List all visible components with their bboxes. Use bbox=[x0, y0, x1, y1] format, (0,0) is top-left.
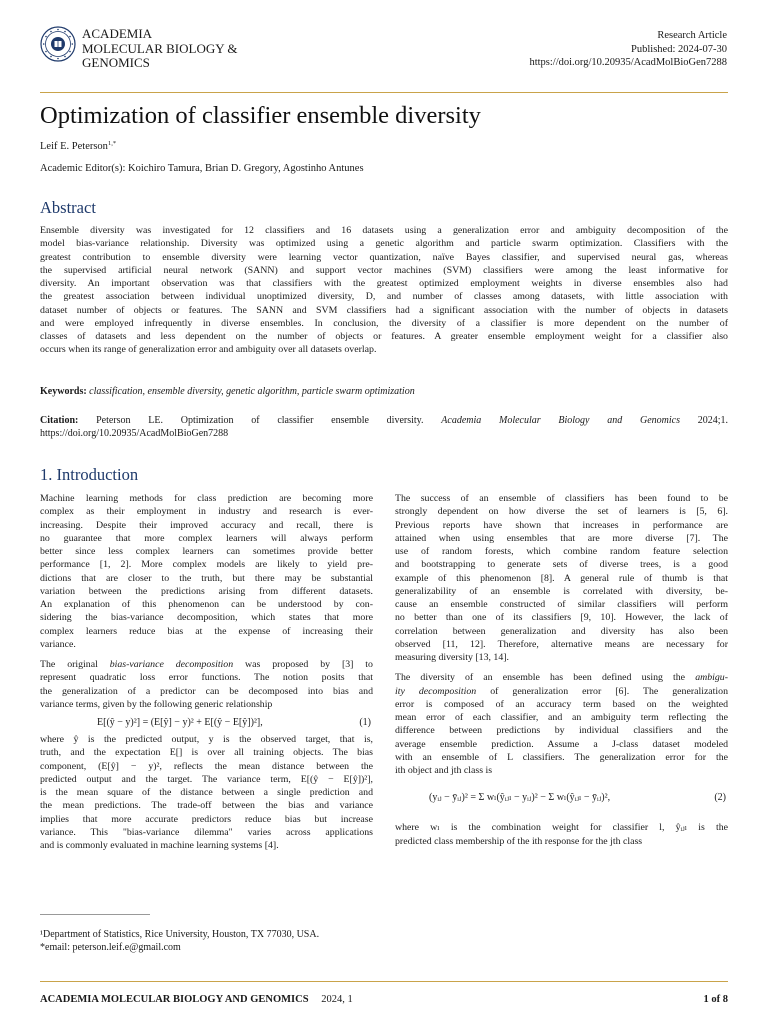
body-line: variance terms, given by the following generic relationship bbox=[40, 698, 273, 710]
page-number: 1 of 8 bbox=[703, 994, 728, 1005]
body-line: example of this phenomenon [8]. A general rule of thumb is that bbox=[395, 572, 728, 584]
journal-logo-seal bbox=[40, 26, 76, 62]
body-line: error is composed of an accuracy term based on the weighted bbox=[395, 698, 728, 710]
publish-date: Published: 2024-07-30 bbox=[631, 43, 727, 55]
abstract-line: and were employed infrequently in diverse ensembles. In conclusion, the diversity of a classifier is more dependent on the number of bbox=[40, 317, 728, 329]
body-line: the generalization of a predictor can be decomposed into bias and bbox=[40, 685, 373, 697]
equation-1 bbox=[40, 713, 373, 733]
body-line: represent quadratic loss error functions. The notion posits that bbox=[40, 672, 373, 684]
body-line: where ŷ is the predicted output, y is the observed target, that is, bbox=[40, 734, 373, 745]
abstract-line: diversity. An important observation was that classifiers with the greatest optimized employment weights in diverse ensembles also had bbox=[40, 278, 728, 289]
body-line: component, (E[ŷ] − y)², reflects the mean distance between the bbox=[40, 760, 373, 772]
citation-year: 2024;1. bbox=[697, 415, 729, 426]
body-line: truth, and the expectation E[] is over all training objects. The bias bbox=[40, 747, 373, 759]
body-line: implies that more accurate predictors reduce bias but increase bbox=[40, 813, 373, 825]
body-line: complex as their employment in industry and research is ever- bbox=[40, 506, 373, 518]
body-line: variance. bbox=[40, 638, 76, 650]
seal-icon bbox=[40, 26, 76, 62]
article-doi-link[interactable]: https://doi.org/10.20935/AcadMolBioGen7288 bbox=[529, 57, 727, 68]
body-line: is the mean square of the distance between a single prediction and bbox=[40, 787, 373, 798]
body-line: attained when using ensembles that are more diverse [7]. The bbox=[395, 532, 728, 544]
abstract-body bbox=[40, 224, 728, 357]
body-line: use of random forests, which combine random feature selection bbox=[395, 546, 728, 557]
citation-label: Citation: bbox=[40, 415, 79, 426]
journal-name bbox=[82, 27, 312, 71]
body-line: sidering the bias-variance decomposition, which states that more bbox=[40, 612, 373, 624]
citation-block bbox=[40, 414, 728, 441]
page-footer bbox=[40, 994, 728, 1005]
body-line: The success of an ensemble of classifiers has been found to be bbox=[395, 493, 728, 504]
body-line: observed [11, 12]. Therefore, alternative means are necessary for bbox=[395, 638, 728, 650]
abstract-line: Ensemble diversity was investigated for 12 classifiers and 16 datasets using a generalization error and ambiguity decomposition of the bbox=[40, 225, 728, 236]
body-line: and bootstrapping to generate sets of diverse trees, is a good bbox=[395, 559, 728, 571]
body-line: better since less complex learners can sometimes provide better bbox=[40, 546, 373, 557]
keywords-label: Keywords: bbox=[40, 386, 87, 397]
body-line: difference between predictions by individual classifiers and the bbox=[395, 725, 728, 737]
body-line: the mean predictions. The trade-off between the bias and variance bbox=[40, 800, 373, 812]
page-title: Optimization of classifier ensemble diversity bbox=[40, 102, 481, 129]
article-meta bbox=[529, 29, 727, 70]
abstract-heading: Abstract bbox=[40, 198, 96, 217]
body-line: measuring diversity [13, 14]. bbox=[395, 652, 510, 663]
journal-name-line3: GENOMICS bbox=[82, 55, 150, 70]
body-line: average ensemble prediction. Assume a J-class dataset modeled bbox=[395, 738, 728, 750]
body-line: cause an ensemble constructed of similar classifiers will perform bbox=[395, 599, 728, 610]
abstract-line: greatest contribution to ensemble diversity were learning vector quantization, naïve Bayes classifier, and supervised neural gas, whereas bbox=[40, 251, 728, 263]
academic-editors: Academic Editor(s): Koichiro Tamura, Brian D. Gregory, Agostinho Antunes bbox=[40, 163, 364, 174]
body-line: ith object and jth class is bbox=[395, 765, 493, 776]
equation-2-number: (2) bbox=[714, 792, 726, 804]
body-line: dictions that are closer to the truth, but there may be substantial bbox=[40, 572, 373, 584]
body-line: The original bias-variance decomposition was proposed by [3] to bbox=[40, 659, 373, 670]
author-line bbox=[40, 140, 116, 153]
body-line: and is commonly evaluated in machine learning systems [4]. bbox=[40, 840, 279, 851]
author-name: Leif E. Peterson bbox=[40, 141, 108, 152]
left-column bbox=[40, 492, 373, 852]
journal-name-line2: MOLECULAR BIOLOGY & bbox=[82, 40, 238, 56]
body-line: increasing. Despite their improved accuracy and recall, there is bbox=[40, 519, 373, 531]
abstract-line: the greatest association between individual unoptimized diversity, D, and number of classes among datasets, with little association with bbox=[40, 291, 728, 303]
body-line: ity decomposition of generalization error [6]. The generalization bbox=[395, 685, 728, 697]
body-line: complex learners reduce bias at the expense of increasing their bbox=[40, 625, 373, 637]
body-line: variation between the predictions arising from different datasets. bbox=[40, 585, 373, 597]
equation-1-number: (1) bbox=[359, 717, 371, 728]
body-line: An explanation of this phenomenon can be understood by con- bbox=[40, 599, 373, 610]
body-line: generalizability of an ensemble is correlated with diversity, be- bbox=[395, 585, 728, 597]
body-line: variance. This "bias-variance dilemma" varies across applications bbox=[40, 826, 373, 838]
body-line: strongly dependent on how diverse the set of learners is [5, 6]. bbox=[395, 506, 728, 518]
header-divider bbox=[40, 92, 728, 93]
citation-text: Peterson LE. Optimization of classifier ensemble diversity. bbox=[96, 415, 424, 426]
abstract-line: occurs when its range of generalization error and ambiguity over all datasets overlap. bbox=[40, 344, 377, 356]
footer-journal: ACADEMIA MOLECULAR BIOLOGY AND GENOMICS bbox=[40, 994, 309, 1005]
citation-journal: Academia Molecular Biology and Genomics bbox=[441, 415, 680, 426]
body-line: Machine learning methods for class prediction are becoming more bbox=[40, 493, 373, 504]
body-line: Previous reports have shown that increases in performance are bbox=[395, 519, 728, 531]
body-line: correlation between generalization and diversity has also been bbox=[395, 625, 728, 637]
footnote-email: *email: peterson.leif.e@gmail.com bbox=[40, 942, 181, 953]
citation-line bbox=[40, 414, 728, 427]
abstract-line: dataset number of objects or features. The SANN and SVM classifiers had a significant association with the number of objects in datasets bbox=[40, 304, 728, 316]
abstract-line: model bias-variance relationship. Diversity was optimized using a genetic algorithm and particle swarm optimization. Classifiers with the bbox=[40, 238, 728, 250]
citation-doi-link[interactable]: https://doi.org/10.20935/AcadMolBioGen7288 bbox=[40, 428, 229, 440]
right-column bbox=[395, 492, 728, 848]
body-line: predicted class membership of the ith response for the jth class bbox=[395, 835, 643, 847]
body-line: where wₗ is the combination weight for classifier l, ŷᵢⱼₗ is the bbox=[395, 822, 728, 834]
abstract-line: the supervised artificial neural network (SANN) and support vector machines (SVM) classifiers were among the least informative for bbox=[40, 264, 728, 276]
keywords-line bbox=[40, 385, 415, 398]
journal-name-line1: ACADEMIA bbox=[82, 26, 153, 41]
introduction-heading: 1. Introduction bbox=[40, 465, 139, 484]
body-line: no better than one of its classifiers [9, 10]. However, the lack of bbox=[395, 612, 728, 624]
equation-2-body: (yᵢⱼ − ȳᵢⱼ)² = Σ wₗ(ŷᵢⱼₗ − yᵢⱼ)² − Σ wₗ(ŷᵢⱼₗ − ȳᵢⱼ)², bbox=[429, 792, 611, 804]
body-line: mean error of each classifier, and an ambiguity term reflecting the bbox=[395, 712, 728, 723]
abstract-line: classes of datasets and less dependent on the number of objects or features. A greater ensemble employment weight for a classifier also bbox=[40, 331, 728, 342]
body-line: predicted output and the target. The variance term, E[(ŷ − E[ŷ])²], bbox=[40, 773, 373, 785]
equation-2 bbox=[395, 777, 728, 821]
equation-1-body: E[(ŷ − y)²] = (E[ŷ] − y)² + E[(ŷ − E[ŷ])²], bbox=[97, 717, 263, 728]
body-line: performance [1, 2]. More complex models are likely to yield pre- bbox=[40, 559, 373, 571]
footer-divider bbox=[40, 981, 728, 982]
author-affiliation-mark: 1,* bbox=[107, 140, 117, 147]
footnote-affiliation: ¹Department of Statistics, Rice University, Houston, TX 77030, USA. bbox=[40, 929, 320, 940]
keywords-list: classification, ensemble diversity, genetic algorithm, particle swarm optimization bbox=[89, 386, 415, 397]
footnote-divider bbox=[40, 914, 150, 915]
footer-year: 2024, 1 bbox=[321, 994, 353, 1005]
body-line: with an ensemble of L classifiers. The generalization error for the bbox=[395, 751, 728, 763]
article-type: Research Article bbox=[657, 30, 727, 41]
body-line: The diversity of an ensemble has been defined using the ambigu- bbox=[395, 672, 728, 684]
body-line: no guarantee that more complex learners will always perform bbox=[40, 532, 373, 544]
